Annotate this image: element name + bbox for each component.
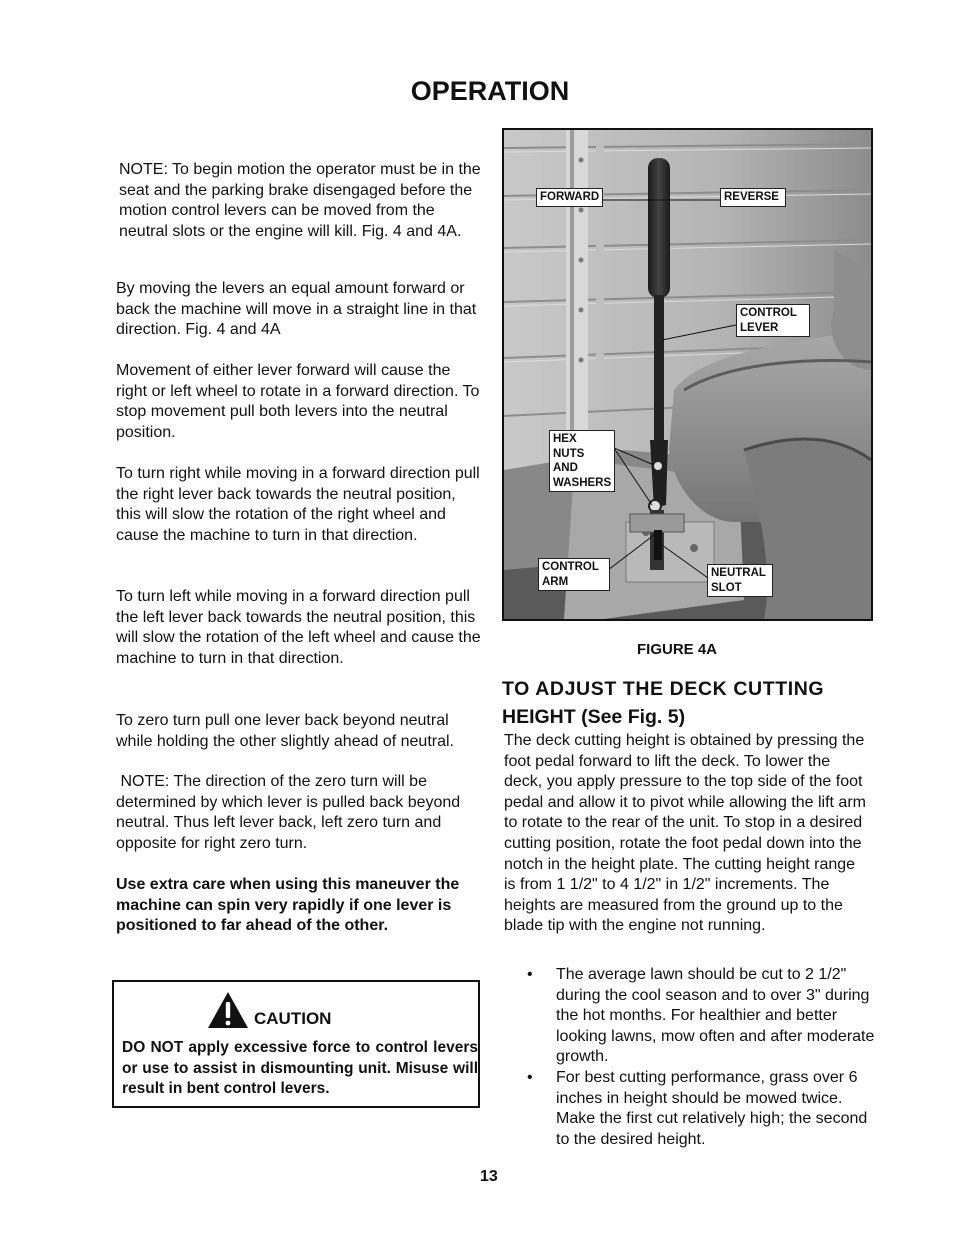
warning-extra-care: Use extra care when using this maneuver the machine can spin very rapidly if one lever is positioned to far ahead of the other. [116, 876, 460, 935]
callout-control-lever-line2: LEVER [740, 321, 779, 334]
caution-text: DO NOT apply excessive force to control levers or use to assist in dismounting unit. Misuse will result in bent control levers. [122, 1039, 478, 1097]
paragraph-turn-left: To turn left while moving in a forward direction pull the left lever back towards the neutral position, this will slow the rotation of the left wheel and cause the machine to turn in that direction. [116, 588, 481, 667]
section-heading-deck-height [502, 675, 862, 731]
deck-height-body: The deck cutting height is obtained by pressing the foot pedal forward to lift the deck. To lower the deck, you apply pressure to the top side of the foot pedal and allow it to pivot while allowing the lift arm to rotate to the rear of the unit. To stop in a desired cutting position, rotate the foot pedal down into the notch in the height plate. The cutting height range is from 1 1/2" to 4 1/2" in 1/2" increments. The heights are measured from the ground up to the blade tip with the engine not running. [504, 732, 866, 935]
note-motion: NOTE: To begin motion the operator must be in the seat and the parking brake disengaged before the motion control levers can be moved from the neutral slots or the engine will kill. Fig. 4 and 4A. [119, 161, 481, 240]
callout-neutral-slot [707, 564, 773, 597]
paragraph-forward-movement: Movement of either lever forward will cause the right or left wheel to rotate in a forward direction. To stop movement pull both levers into the neutral position. [116, 362, 480, 441]
page-title: OPERATION [410, 76, 570, 106]
caution-header [206, 990, 331, 1030]
callout-control-lever-line1: CONTROL [740, 307, 797, 319]
list-item [527, 1068, 877, 1150]
callout-control-arm-line2: ARM [542, 575, 569, 588]
paragraph-zero-turn: To zero turn pull one lever back beyond neutral while holding the other slightly ahead of neutral. [116, 712, 454, 750]
heading-line-2: HEIGHT (See Fig. 5) [502, 706, 686, 728]
figure-4a-photo [502, 128, 873, 621]
callout-hex-nuts-line3: WASHERS [553, 476, 612, 489]
bullet-marker: • [527, 966, 533, 983]
callout-neutral-slot-line1: NEUTRAL [711, 567, 766, 579]
figure-caption: FIGURE 4A [637, 641, 718, 658]
tips-list [527, 965, 877, 1150]
list-item-text: The average lawn should be cut to 2 1/2" during the cool season and to over 3" during the hot months. For healthier and better looking lawns, mow often and after moderate growth. [556, 966, 875, 1066]
caution-box [112, 980, 480, 1108]
callout-neutral-slot-line2: SLOT [711, 581, 742, 594]
heading-line-1: TO ADJUST THE DECK CUTTING [502, 678, 825, 700]
callout-control-lever [736, 304, 810, 337]
list-item-text: For best cutting performance, grass over 6 inches in height should be mowed twice. Make the first cut relatively high; the second to the desired height. [556, 1068, 868, 1148]
note-zero-turn-direction: NOTE: The direction of the zero turn will be determined by which lever is pulled back beyond neutral. Thus left lever back, left zero turn and opposite for right zero turn. [116, 773, 465, 852]
callout-hex-nuts-line2: AND [553, 462, 578, 474]
warning-triangle-icon [206, 990, 250, 1030]
list-item [527, 965, 877, 1068]
caution-label: CAUTION [254, 1009, 332, 1028]
bullet-marker: • [527, 1068, 533, 1086]
page-number: 13 [480, 1168, 498, 1185]
callout-hex-nuts-line1: HEX NUTS [553, 433, 585, 460]
callout-control-arm [538, 558, 610, 591]
paragraph-turn-right: To turn right while moving in a forward direction pull the right lever back towards the neutral position, this will slow the rotation of the right wheel and cause the machine to turn in that direction. [116, 465, 480, 544]
paragraph-straight-line: By moving the levers an equal amount forward or back the machine will move in a straight line in that direction. Fig. 4 and 4A [116, 280, 477, 339]
callout-control-arm-line1: CONTROL [542, 561, 599, 573]
callout-forward: FORWARD [536, 188, 603, 207]
callout-reverse: REVERSE [720, 188, 786, 207]
callout-hex-nuts [549, 430, 615, 492]
